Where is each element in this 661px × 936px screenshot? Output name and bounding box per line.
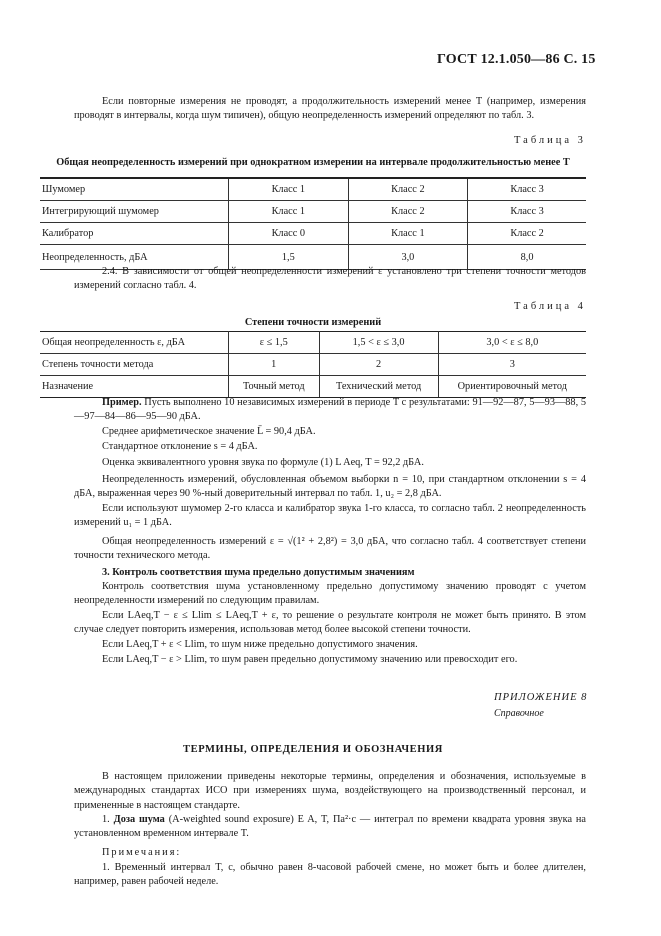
note-1: 1. Временный интервал T, с, обычно равен 8-часовой рабочей смене, но может быть и более длителен, например, равен рабочей неделе.: [74, 862, 586, 888]
notes-label: Примечания:: [102, 847, 182, 858]
table-cell: Степень точности метода: [40, 354, 229, 376]
table-row: [40, 178, 586, 201]
example-lead: Пример.: [102, 397, 142, 408]
table-cell: Интегрирующий шумомер: [40, 201, 229, 223]
table-cell: Неопределенность, дБА: [40, 245, 229, 270]
term-number: 1.: [102, 814, 110, 825]
table-cell: Класс 3: [468, 201, 586, 223]
appendix-note: Справочное: [494, 708, 544, 719]
appendix-title: ТЕРМИНЫ, ОПРЕДЕЛЕНИЯ И ОБОЗНАЧЕНИЯ: [183, 744, 443, 755]
table-cell: Шумомер: [40, 178, 229, 201]
paragraph-2-4: 2.4. В зависимости от общей неопределенности измерений ε установлено три степени точности методов измерений согласно табл. 4.: [74, 266, 586, 292]
table-cell: 3: [438, 354, 586, 376]
table-cell: Класс 2: [348, 178, 468, 201]
example-p2: Среднее арифметическое значение L̄ = 90,4 дБА.: [102, 426, 316, 437]
intro-paragraph: Если повторные измерения не проводят, а продолжительность измерений менее T (например, измерения проводят в интервалы, когда шум типичен), общую неопределенность измерений определяют по табл. 3.: [74, 96, 586, 122]
table-row: [40, 332, 586, 354]
table-row: [40, 376, 586, 398]
page-header: ГОСТ 12.1.050—86 С. 15: [437, 52, 596, 67]
table3-caption: Общая неопределенность измерений при однократном измерении на интервале продолжительностью менее T: [56, 157, 570, 168]
term-name: Доза шума: [113, 814, 165, 825]
table-cell: Класс 2: [348, 201, 468, 223]
section3-title: 3. Контроль соответствия шума предельно допустимым значениям: [102, 567, 415, 578]
table-cell: 2: [319, 354, 438, 376]
term-definition: (A-weighted sound exposure) E A, T, Па²·с — интеграл по времени квадрата уровня звука на установленном временном интервале T.: [74, 814, 587, 840]
section3-p4: Если LAeq,T − ε > Llim, то шум равен предельно допустимому значению или превосходит его.: [102, 654, 518, 665]
section3-p3: Если LAeq,T + ε < Llim, то шум ниже предельно допустимого значения.: [102, 639, 418, 650]
table-cell: ε ≤ 1,5: [229, 332, 320, 354]
example-p7: Общая неопределенность измерений ε = √(1² + 2,8²) = 3,0 дБА, что согласно табл. 4 соответствует степени точности технического метода.: [74, 536, 586, 562]
appendix-p2: [74, 813, 586, 842]
example-p5: Неопределенность измерений, обусловленная объемом выборки n = 10, при стандартном отклонении s = 4 дБА, выраженная через 90 %-ный доверительный интервал по табл. 1, u₂ = 2,8 дБА.: [74, 474, 586, 500]
table-cell: Класс 1: [229, 201, 349, 223]
table4-caption: Степени точности измерений: [244, 317, 382, 328]
example-p4: Оценка эквивалентного уровня звука по формуле (1) L Aeq, T = 92,2 дБА.: [102, 457, 424, 468]
example-p3: Стандартное отклонение s = 4 дБА.: [102, 441, 258, 452]
section3-p1: Контроль соответствия шума установленному предельно допустимому значению проводят с учетом неопределенности измерений по следующим правилам.: [74, 581, 586, 607]
appendix-p1: В настоящем приложении приведены некоторые термины, определения и обозначения, используемые в международных стандартах ИСО при измерениях шума, воздействующего на производственный персонал, и примененные в настоящем стандарте.: [74, 771, 586, 811]
table-row: [40, 201, 586, 223]
table-cell: Назначение: [40, 376, 229, 398]
appendix-label: ПРИЛОЖЕНИЕ 8: [494, 692, 588, 703]
table-cell: Класс 3: [468, 178, 586, 201]
table-cell: 1,5: [229, 245, 349, 270]
table4-label: Таблица 4: [514, 301, 586, 312]
table4: [40, 331, 586, 398]
table3: [40, 177, 586, 270]
table-cell: Класс 0: [229, 223, 349, 245]
table-cell: Класс 1: [348, 223, 468, 245]
example-text: Пусть выполнено 10 независимых измерений в периоде T с результатами: 91—92—87, 5—93—88, 5—97—84—86—95—90 дБА.: [74, 397, 586, 423]
table-row: [40, 354, 586, 376]
table-cell: Общая неопределенность ε, дБА: [40, 332, 229, 354]
table-cell: Класс 2: [468, 223, 586, 245]
table-cell: Технический метод: [319, 376, 438, 398]
table-cell: Класс 1: [229, 178, 349, 201]
table3-label: Таблица 3: [514, 135, 586, 146]
section3-p2: Если LAeq,T − ε ≤ Llim ≤ LAeq,T + ε, то решение о результате контроля не может быть принято. В этом случае следует повторить измерения, использовав метод более высокой степени точности.: [74, 610, 586, 636]
table-cell: Точный метод: [229, 376, 320, 398]
table-row: [40, 223, 586, 245]
table-cell: 1,5 < ε ≤ 3,0: [319, 332, 438, 354]
table-cell: 3,0 < ε ≤ 8,0: [438, 332, 586, 354]
table-cell: 1: [229, 354, 320, 376]
table-cell: Калибратор: [40, 223, 229, 245]
table-cell: 3,0: [348, 245, 468, 270]
table-cell: 8,0: [468, 245, 586, 270]
table-cell: Ориентировочный метод: [438, 376, 586, 398]
example-p6: Если используют шумомер 2-го класса и калибратор звука 1-го класса, то согласно табл. 2 неопределенность измерений u₁ = 1 дБА.: [74, 503, 586, 529]
example-p1: [74, 396, 586, 425]
